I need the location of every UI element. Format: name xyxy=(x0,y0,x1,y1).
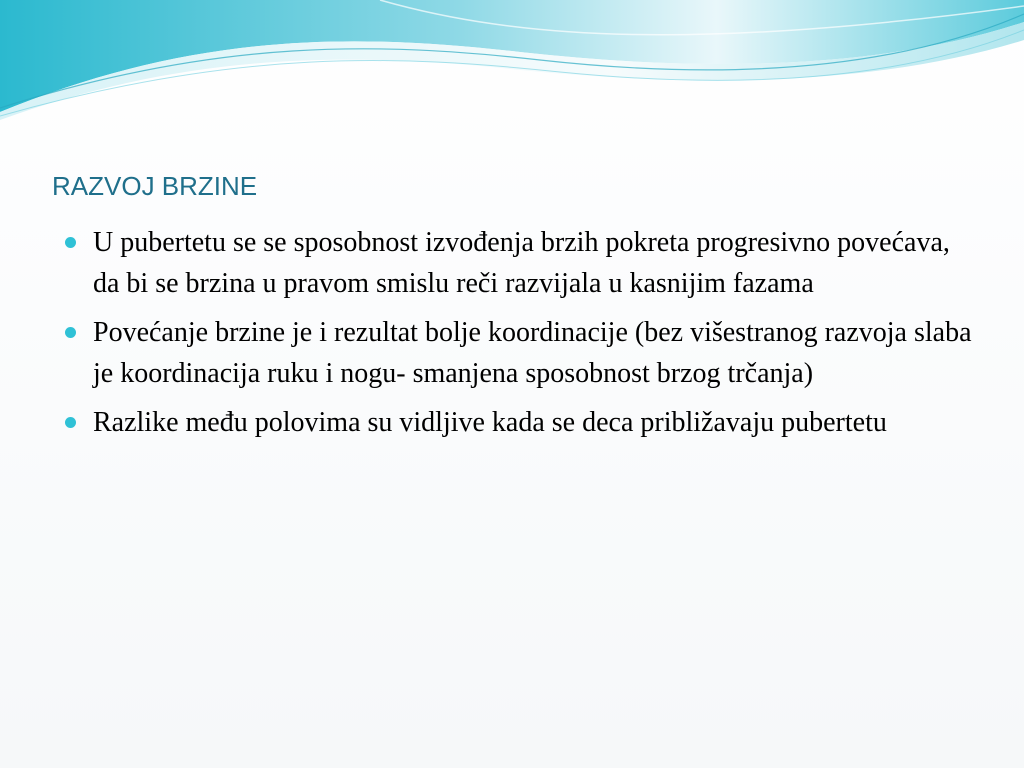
bullet-text: Razlike među polovima su vidljive kada se deca približavaju pubertetu xyxy=(93,407,887,438)
bullet-text: Povećanje brzine je i rezultat bolje koordinacije (bez višestranog razvoja slaba je koordinacija ruku i nogu- smanjena sposobnost brzog trčanja) xyxy=(93,317,972,389)
bullet-item xyxy=(62,312,982,394)
decorative-wave-header xyxy=(0,0,1024,130)
bullet-dot-icon xyxy=(65,237,76,248)
slide-title: RAZVOJ BRZINE xyxy=(52,171,258,201)
bullet-item xyxy=(62,222,982,304)
bullet-list xyxy=(62,222,982,451)
bullet-dot-icon xyxy=(65,417,76,428)
bullet-item xyxy=(62,402,982,443)
bullet-dot-icon xyxy=(65,327,76,338)
bullet-text: U pubertetu se se sposobnost izvođenja brzih pokreta progresivno povećava, da bi se brzina u pravom smislu reči razvijala u kasnijim fazama xyxy=(93,227,950,299)
